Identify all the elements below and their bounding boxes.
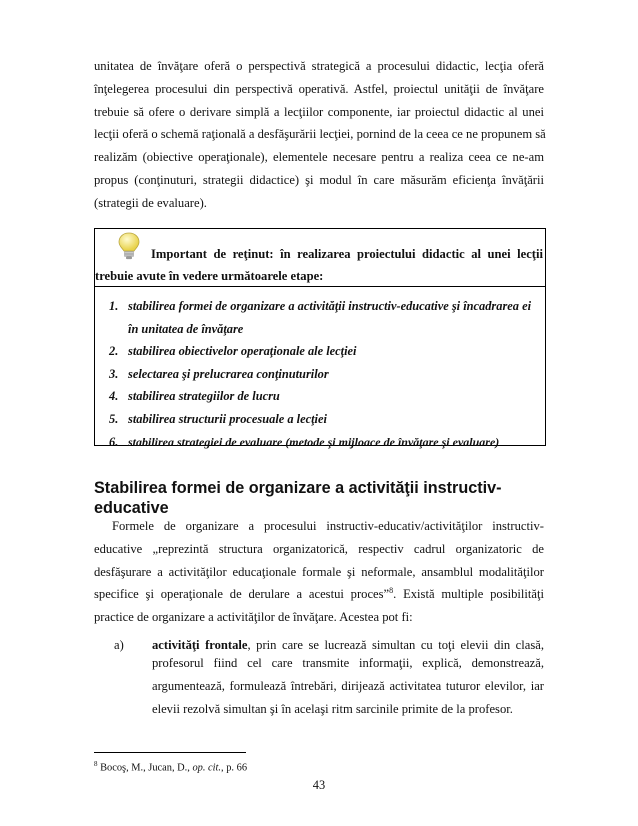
footnote-text: , p. 66 bbox=[221, 762, 248, 774]
important-subheading: trebuie avute în vedere următoarele etape: bbox=[95, 269, 324, 283]
text-fragment: , prin care se lucrează simultan cu toţi elevii din clasă, bbox=[247, 638, 544, 652]
text-line: propus (conţinuturi, strategii didactice) şi modul în care măsurăm eficienţa învăţării bbox=[94, 172, 544, 187]
text-line: trebuie să ofere o derivare simplă a lecţiilor componente, iar proiectul didactic al unei bbox=[94, 104, 544, 119]
lightbulb-icon bbox=[117, 231, 141, 261]
text-line: practice de organizare a activităţilor de învăţare. Acestea pot fi: bbox=[94, 610, 413, 625]
list-item bbox=[109, 431, 541, 454]
footnote-italic: op. cit. bbox=[192, 762, 222, 774]
subitem-label: a) bbox=[114, 638, 124, 652]
text-line: Formele de organizare a procesului instructiv-educativ/activităţilor instructiv- bbox=[112, 519, 544, 533]
list-text: stabilirea formei de organizare a activităţii instructiv-educative şi încadrarea ei bbox=[128, 299, 532, 313]
text-line bbox=[94, 583, 544, 606]
text-line: profesorul fiind cel care transmite informaţii, explică, demonstrează, bbox=[152, 656, 544, 670]
text-line: înţelegerea procesului din perspectivă operativă. Astfel, proiectul unităţii de învăţare bbox=[94, 81, 544, 96]
text-line: argumentează, formulează întrebări, dirijează activitatea tuturor elevilor, iar bbox=[152, 678, 544, 693]
important-callout bbox=[94, 228, 546, 286]
list-item bbox=[109, 295, 541, 340]
list-item bbox=[109, 340, 541, 363]
list-number: 1. bbox=[109, 299, 119, 313]
list-text: în unitatea de învăţare bbox=[128, 321, 244, 336]
bold-term: activităţi frontale bbox=[152, 638, 248, 652]
heading-line: educative bbox=[94, 499, 169, 517]
list-text: stabilirea strategiilor de lucru bbox=[128, 389, 280, 404]
section-heading bbox=[94, 478, 554, 518]
page-number: 43 bbox=[312, 778, 326, 792]
steps-list bbox=[109, 295, 541, 453]
text-line bbox=[152, 629, 544, 652]
list-item bbox=[109, 408, 541, 431]
intro-paragraph bbox=[94, 55, 544, 215]
subitem-paragraph bbox=[152, 629, 544, 720]
text-line: elevii rezolvă simultan şi în acelaşi ritm sarcinile primite de la profesor. bbox=[152, 701, 513, 716]
footnote-reference[interactable]: 8 bbox=[389, 586, 394, 596]
list-number: 4. bbox=[109, 389, 119, 404]
text-line: educative „reprezintă structura organizatorică, respectiv cadrul organizatoric de bbox=[94, 541, 544, 556]
list-number: 3. bbox=[109, 366, 119, 381]
text-line: lecţii oferă o schemă raţională a desfăşurării lecţiei, pornind de la ceea ce ne propunem să bbox=[94, 127, 546, 142]
footnote bbox=[94, 760, 247, 773]
footnote-divider bbox=[94, 752, 246, 753]
list-text: stabilirea strategiei de evaluare (metode şi mijloace de învăţare şi evaluare) bbox=[128, 434, 500, 449]
text-fragment: specifice şi operaţionale de derulare a acestui proces” bbox=[94, 587, 390, 602]
heading-line: Stabilirea formei de organizare a activităţii instructiv- bbox=[94, 479, 502, 497]
steps-box bbox=[94, 286, 546, 449]
list-text: stabilirea structurii procesuale a lecţiei bbox=[128, 411, 327, 426]
important-heading: Important de reţinut: în realizarea proiectului didactic al unei lecţii bbox=[151, 247, 543, 261]
footnote-number: 8 bbox=[94, 760, 98, 768]
text-line: realizăm (obiective operaţionale), elementele necesare pentru a realiza ceea ce ne-am bbox=[94, 150, 544, 165]
list-number: 6. bbox=[109, 434, 119, 449]
list-item bbox=[109, 385, 541, 408]
list-item bbox=[109, 363, 541, 386]
text-line: (strategii de evaluare). bbox=[94, 195, 207, 210]
text-line: desfăşurare a activităţilor educaţionale formale şi neformale, ansamblul modalităţilor bbox=[94, 564, 544, 579]
text-line: unitatea de învăţare oferă o perspectivă strategică a procesului didactic, lecţia oferă bbox=[94, 59, 544, 73]
footnote-text: Bocoş, M., Jucan, D., bbox=[97, 762, 193, 774]
list-text: selectarea şi prelucrarea conţinuturilor bbox=[128, 366, 329, 381]
list-number: 5. bbox=[109, 411, 119, 426]
text-fragment: . Există multiple posibilităţi bbox=[393, 587, 544, 602]
body-paragraph bbox=[94, 515, 544, 629]
list-number: 2. bbox=[109, 344, 119, 359]
list-text: stabilirea obiectivelor operaţionale ale lecţiei bbox=[128, 344, 357, 359]
